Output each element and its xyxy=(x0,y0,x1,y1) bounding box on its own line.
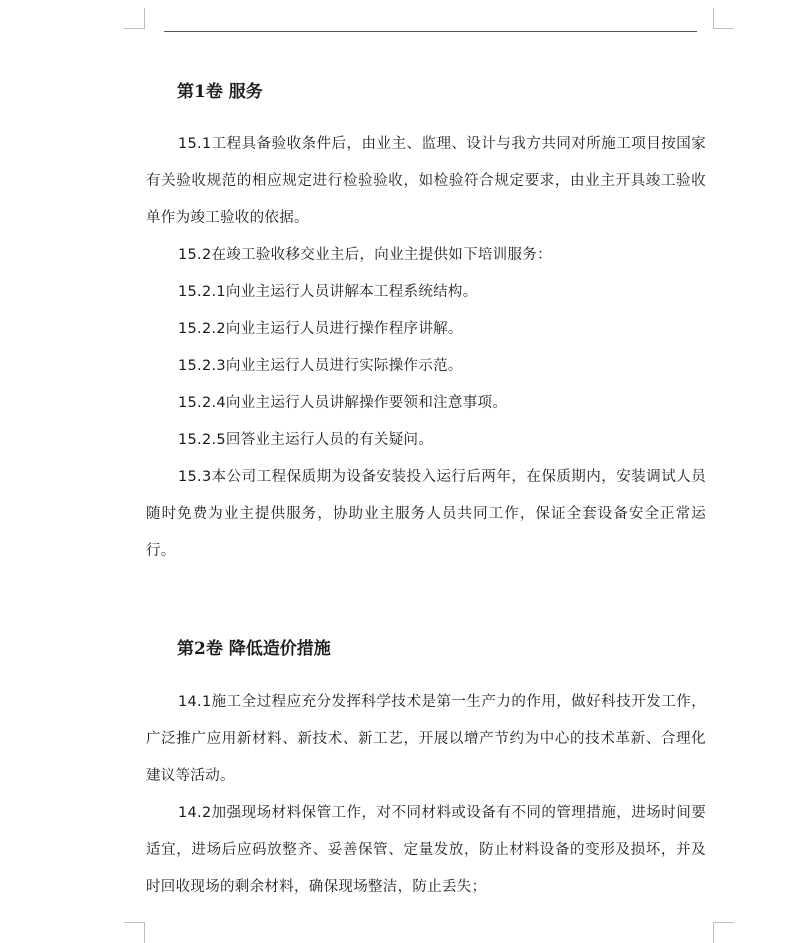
paragraph-15-2-2: 15.2.2向业主运行人员进行操作程序讲解。 xyxy=(178,321,463,337)
paragraph-14-2: 14.2加强现场材料保管工作，对不同材料或设备有不同的管理措施，进场时间要适宜，进场后应码放整齐、妥善保管、定量发放，防止材料设备的变形及损坏，并及时回收现场的剩余材料，确保现场整洁，防止丢失； xyxy=(146,805,706,895)
paragraph-14-1: 14.1施工全过程应充分发挥科学技术是第一生产力的作用，做好科技开发工作，广泛推广应用新材料、新技术、新工艺，开展以增产节约为中心的技术革新、合理化建议等活动。 xyxy=(146,694,706,784)
page-corner-mark-bottom-left xyxy=(124,922,145,943)
paragraph-15-1: 15.1工程具备验收条件后，由业主、监理、设计与我方共同对所施工项目按国家有关验收规范的相应规定进行检验验收，如检验符合规定要求，由业主开具竣工验收单作为竣工验收的依据。 xyxy=(146,136,706,226)
section-heading-2: 第2卷 降低造价措施 xyxy=(177,639,331,659)
header-rule xyxy=(164,31,697,32)
paragraph-15-2-4: 15.2.4向业主运行人员讲解操作要领和注意事项。 xyxy=(178,395,508,411)
page-corner-mark-bottom-right xyxy=(713,922,734,943)
page-corner-mark-top-right xyxy=(713,8,734,29)
paragraph-15-2-3: 15.2.3向业主运行人员进行实际操作示范。 xyxy=(178,358,463,374)
paragraph-15-2: 15.2在竣工验收移交业主后，向业主提供如下培训服务： xyxy=(178,247,552,263)
paragraph-15-2-1: 15.2.1向业主运行人员讲解本工程系统结构。 xyxy=(178,284,478,300)
page-corner-mark-top-left xyxy=(124,8,145,29)
paragraph-15-2-5: 15.2.5回答业主运行人员的有关疑问。 xyxy=(178,432,434,448)
paragraph-15-3: 15.3本公司工程保质期为设备安装投入运行后两年，在保质期内，安装调试人员随时免费为业主提供服务，协助业主服务人员共同工作，保证全套设备安全正常运行。 xyxy=(146,469,706,559)
section-heading-1: 第1卷 服务 xyxy=(177,82,263,102)
